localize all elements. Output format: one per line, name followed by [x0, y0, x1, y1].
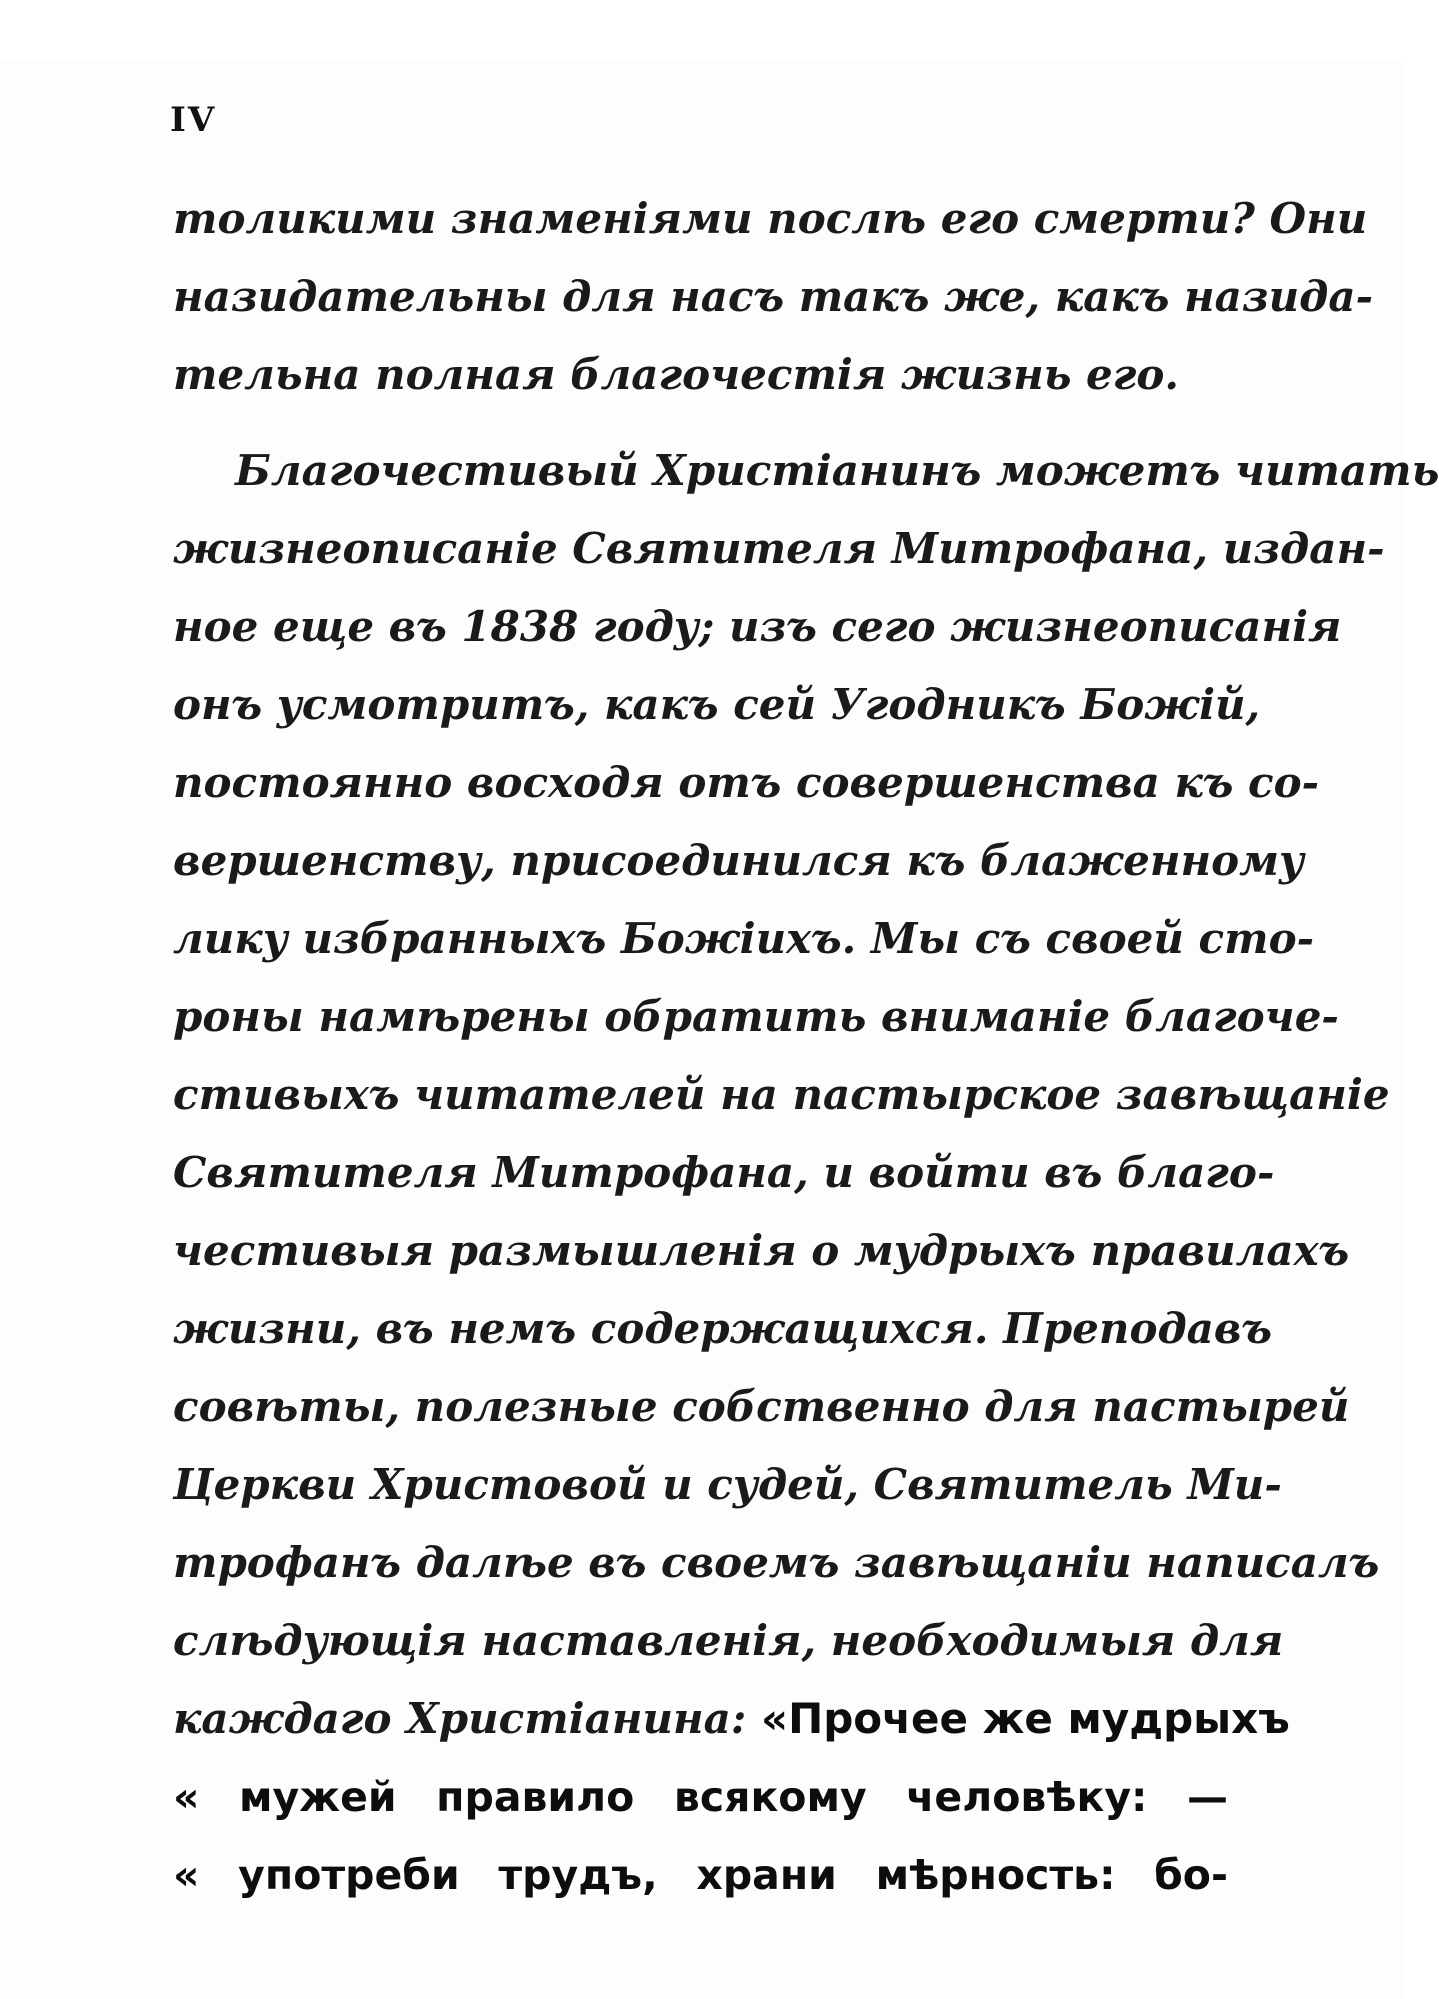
text-line: Святителя Митрофана, и войти въ благо-	[173, 1148, 1275, 1197]
text-line: Благочестивый Христіанинъ можетъ читать	[235, 446, 1439, 495]
text-line: стивыхъ читателей на пастырское завѣщаніе	[173, 1070, 1390, 1119]
text-line: совѣты, полезные собственно для пастырей	[173, 1382, 1350, 1431]
text-line: Церкви Христовой и судей, Святитель Ми-	[173, 1460, 1282, 1509]
text-line: назидательны для насъ такъ же, какъ назида-	[173, 272, 1374, 321]
text-line: толикими знаменіями послѣ его смерти? Они	[173, 194, 1368, 243]
text-line: онъ усмотритъ, какъ сей Угодникъ Божій,	[173, 680, 1261, 729]
text-line: тельна полная благочестія жизнь его.	[173, 350, 1180, 399]
italic-segment: каждаго Христіанина:	[173, 1694, 761, 1743]
quote-line: « мужей правило всякому человѣку: —	[173, 1773, 1228, 1821]
text-line: слѣдующія наставленія, необходимыя для	[173, 1616, 1284, 1665]
text-line: роны намѣрены обратить вниманіе благоче-	[173, 992, 1339, 1041]
quote-start-segment: «Прочее же мудрыхъ	[760, 1694, 1290, 1743]
text-line: ное еще въ 1838 году; изъ сего жизнеописанія	[173, 602, 1342, 651]
text-line: трофанъ далѣе въ своемъ завѣщаніи написалъ	[173, 1538, 1380, 1587]
text-line: жизни, въ немъ содержащихся. Преподавъ	[173, 1304, 1272, 1353]
text-line-mixed	[173, 1680, 1290, 1758]
text-line: жизнеописаніе Святителя Митрофана, издан-	[173, 524, 1385, 573]
page-top-margin	[0, 0, 1404, 60]
paragraph-break	[173, 414, 1228, 432]
body-text	[173, 180, 1439, 1914]
text-line: постоянно восходя отъ совершенства къ со-	[173, 758, 1320, 807]
quote-line: « употреби трудъ, храни мѣрность: бо-	[173, 1851, 1228, 1899]
text-line: лику избранныхъ Божіихъ. Мы съ своей сто-	[173, 914, 1315, 963]
text-line: вершенству, присоединился къ блаженному	[173, 836, 1305, 885]
page-number: IV	[170, 100, 217, 140]
text-line: честивыя размышленія о мудрыхъ правилахъ	[173, 1226, 1350, 1275]
